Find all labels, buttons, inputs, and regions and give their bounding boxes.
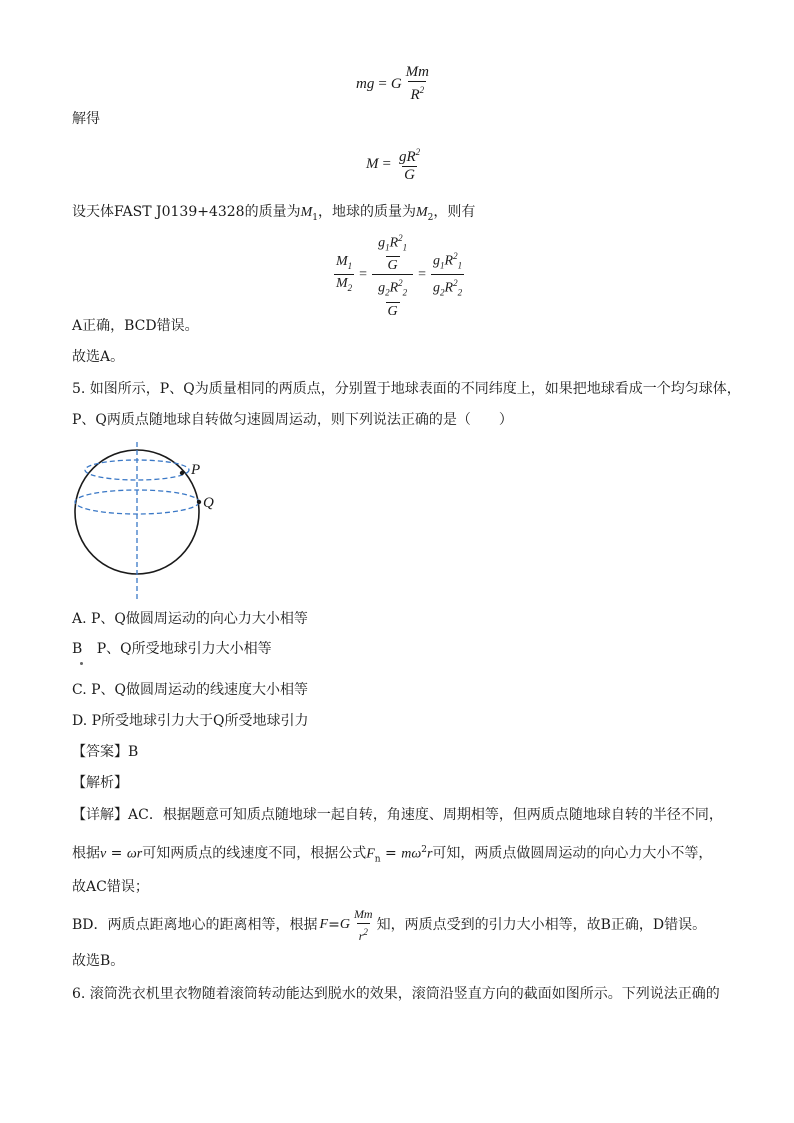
prev-choose-line: 故选A。: [72, 349, 125, 365]
result-num: [431, 248, 464, 274]
setup-line: [72, 202, 475, 228]
inner-num: [376, 230, 409, 256]
detail4-den: [357, 923, 370, 945]
q5-option-c: C. P、Q做圆周运动的线速度大小相等: [72, 682, 309, 698]
frac-den: G: [404, 167, 415, 183]
num-pow: 2: [415, 147, 421, 157]
detail4-post: 知，两质点受到的引力大小相等，故B正确，D错误。: [376, 917, 707, 933]
q5-choose-line: 故选B。: [72, 953, 125, 969]
detail4-g: G: [339, 917, 350, 932]
r-sym: R: [389, 235, 399, 251]
inner-den: G: [387, 258, 398, 274]
r-sub: 1: [457, 260, 463, 271]
g-sub: 1: [385, 242, 390, 253]
detail-line3: 故AC错误；: [72, 879, 149, 895]
r-sub: 1: [402, 242, 408, 253]
point-p: [180, 471, 184, 475]
detail2-wr: ωr: [126, 846, 143, 862]
q5-stem-line1: 5. 如图所示，P、Q为质量相同的两质点，分别置于地球表面的不同纬度上，如果把地球看成一个均匀球体，: [72, 381, 741, 397]
r-pow: 2: [398, 278, 403, 289]
inner-num: [376, 275, 409, 301]
fraction-m1-m2: [334, 253, 354, 298]
detail-line1: 【详解】AC．根据题意可知质点随地球一起自转，角速度、周期相等，但两质点随地球自转的半径不同，: [72, 807, 723, 823]
detail2-f: F: [366, 846, 375, 862]
eq-sign: =: [418, 266, 427, 282]
detail2-pow: 2: [421, 845, 427, 855]
g-sub: 2: [440, 287, 445, 298]
q5-option-d: D. P所受地球引力大于Q所受地球引力: [72, 713, 309, 729]
equation-mass: [366, 144, 424, 184]
g-sub: 1: [440, 260, 445, 271]
frac-den: [408, 81, 426, 104]
m-sub2: 2: [347, 283, 353, 294]
equation-ratio: [332, 230, 466, 320]
den-pow: 2: [419, 85, 425, 95]
q5-option-a: A. P、Q做圆周运动的向心力大小相等: [72, 611, 308, 627]
r-sub: 2: [402, 287, 408, 298]
point-q: [197, 500, 201, 504]
detail-line2: [72, 840, 712, 869]
label-p: P: [191, 462, 201, 478]
g-sym: g: [378, 281, 386, 297]
detail2-eq: =: [106, 845, 127, 862]
detail4-num: Mm: [353, 906, 373, 921]
detail2-post: 可知，两质点做圆周运动的向心力大小不等，: [432, 845, 713, 862]
detail4-f: F: [319, 917, 329, 932]
eq-sign: =: [378, 75, 387, 92]
detail2-mw: mω: [401, 846, 422, 862]
fraction-mm-r2: [404, 64, 431, 104]
inner-den: G: [387, 303, 398, 319]
detail2-r: r: [426, 846, 433, 862]
compound-fraction: [372, 230, 413, 320]
ratio-den: [334, 274, 354, 297]
detail4-pow: 2: [363, 926, 368, 937]
setup-m1-sub: 1: [312, 212, 318, 223]
answer-line: [72, 742, 138, 762]
m-sym: M: [336, 276, 348, 292]
r-sym: R: [389, 281, 399, 297]
r-pow: 2: [398, 233, 403, 243]
compound-num: [372, 230, 413, 274]
q5-option-b: [72, 639, 272, 659]
detail2-f-sub: n: [374, 854, 381, 865]
prev-answer-line: A正确，BCD错误。: [72, 318, 199, 334]
frac-num: Mm: [405, 64, 429, 80]
detail4-fraction: [352, 906, 375, 945]
inner-frac-top: [376, 230, 409, 274]
q5-stem-line2: P、Q两质点随地球自转做匀速圆周运动，则下列说法正确的是（ ）: [72, 412, 513, 428]
g-sub: 2: [385, 287, 390, 298]
analysis-tag: 【解析】: [72, 775, 128, 791]
r-sym: R: [444, 281, 454, 297]
eq-lhs: M: [366, 155, 379, 172]
solve-label: 解得: [72, 111, 100, 127]
sphere-figure: [70, 440, 230, 600]
label-q: Q: [203, 495, 214, 511]
eq-sign: =: [359, 266, 368, 282]
stray-dot: [80, 662, 83, 665]
detail2-pre: 根据: [72, 845, 100, 862]
r-sym: R: [444, 253, 454, 269]
answer-tag: 【答案】: [72, 744, 128, 760]
r-pow: 2: [453, 251, 458, 261]
setup-m2: M: [416, 205, 428, 220]
detail2-eq2: =: [380, 845, 402, 862]
detail-line4: [72, 906, 706, 944]
answer-value: B: [128, 744, 139, 760]
detail4-eq: =: [328, 917, 340, 933]
setup-pre: 设天体FAST J0139+4328的质量为: [72, 204, 301, 220]
q6-stem-line1: 6. 滚筒洗衣机里衣物随着滚筒转动能达到脱水的效果，滚筒沿竖直方向的截面如图所示。下列说法正确的: [72, 986, 720, 1002]
compound-den: [372, 274, 413, 319]
setup-m2-sub: 2: [427, 212, 434, 223]
eq-sign: =: [382, 155, 391, 172]
detail2-mid: 可知两质点的线速度不同，根据公式: [142, 845, 367, 862]
eq-lhs: mg: [356, 75, 375, 92]
detail4-r: r: [358, 928, 364, 943]
setup-m1: M: [300, 205, 313, 220]
fraction-result: [431, 248, 464, 302]
frac-num: [397, 144, 422, 166]
result-den: [431, 274, 464, 301]
g-sym: g: [433, 253, 441, 269]
g-sym: g: [378, 235, 386, 251]
num-gr: gR: [398, 149, 416, 165]
setup-mid: ，地球的质量为: [318, 204, 416, 220]
fraction-gr2-g: [397, 144, 422, 184]
inner-frac-bottom: [376, 275, 409, 319]
m-sub1: 1: [347, 260, 353, 271]
g-sym: g: [433, 281, 441, 297]
setup-post: ，则有: [433, 204, 476, 220]
den-r: R: [410, 87, 420, 103]
m-sym: M: [336, 253, 348, 269]
r-sub: 2: [457, 287, 463, 298]
eq-G: G: [390, 75, 402, 92]
detail2-v: v: [100, 846, 107, 862]
r-pow: 2: [453, 278, 458, 289]
equation-gravity: [356, 64, 433, 104]
ratio-num: [334, 253, 354, 275]
option-b-letter: B: [72, 641, 83, 657]
option-b-text: P、Q所受地球引力大小相等: [96, 641, 272, 657]
detail4-pre: BD．两质点距离地心的距离相等，根据: [72, 917, 318, 933]
